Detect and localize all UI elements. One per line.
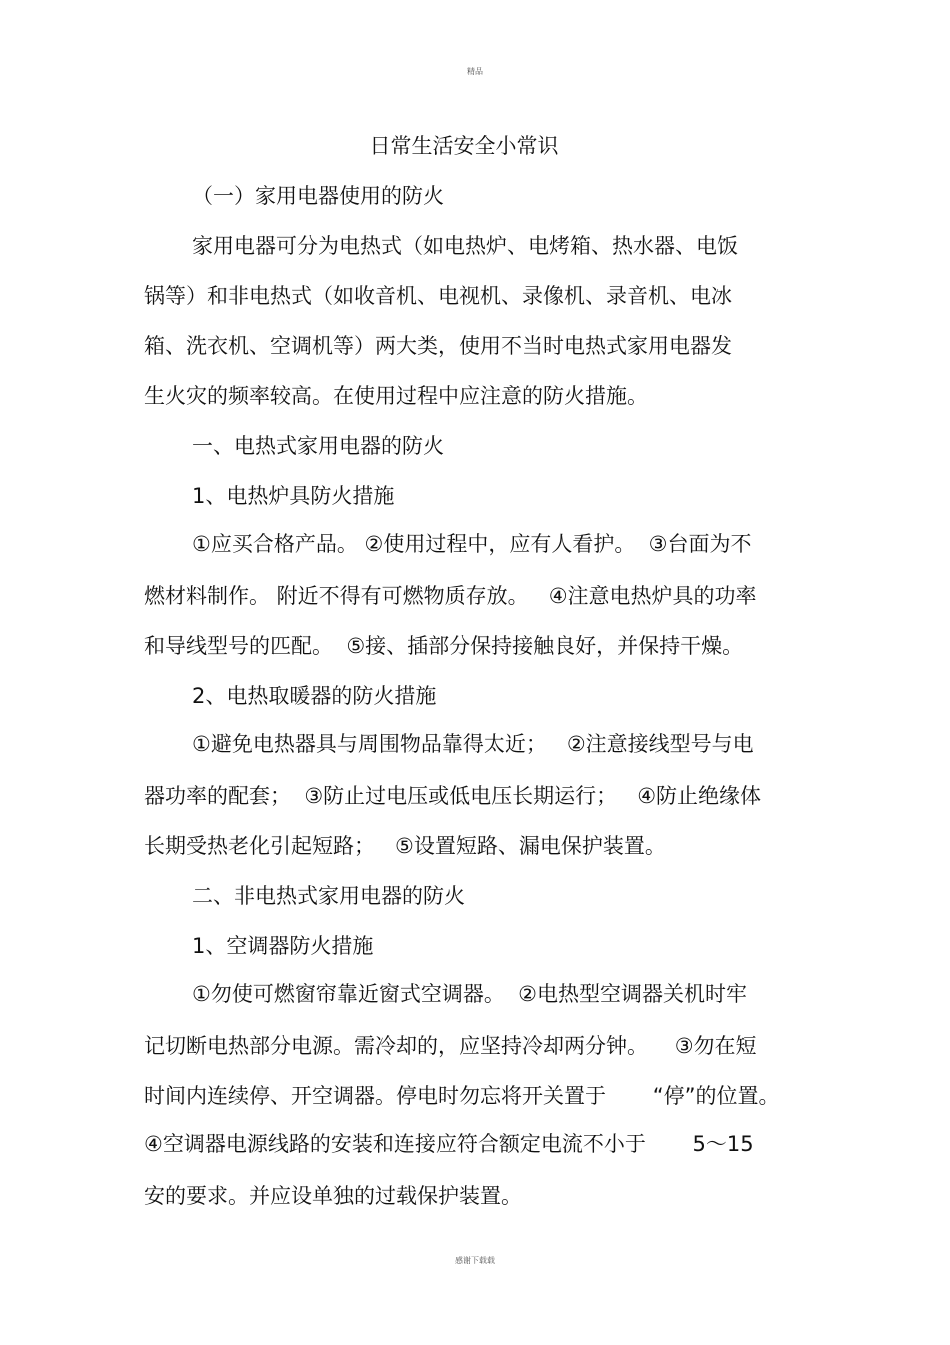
section-heading: （一）家用电器使用的防火 [192,184,444,208]
paragraph-line: 锅等）和非电热式（如收音机、电视机、录像机、录音机、电冰 [144,284,732,308]
page-footer: 感谢下载载 [455,1256,495,1265]
paragraph-line: ④空调器电源线路的安装和连接应符合额定电流不小于 5～15 [144,1132,754,1156]
paragraph-line: ①应买合格产品。 ②使用过程中，应有人看护。 ③台面为不 [192,532,752,556]
page-header: 精品 [467,67,483,76]
document-title: 日常生活安全小常识 [369,134,559,158]
paragraph-line: 时间内连续停、开空调器。停电时勿忘将开关置于 “停”的位置。 [144,1084,780,1108]
paragraph-line: 燃材料制作。 附近不得有可燃物质存放。 ④注意电热炉具的功率 [144,584,757,608]
subsection-heading: 一、电热式家用电器的防火 [192,434,444,458]
paragraph-line: ①勿使可燃窗帘靠近窗式空调器。 ②电热型空调器关机时牢 [192,982,748,1006]
paragraph-line: 生火灾的频率较高。在使用过程中应注意的防火措施。 [144,384,648,408]
item-heading: 1、空调器防火措施 [192,934,374,958]
paragraph-line: ①避免电热器具与周围物品靠得太近； ②注意接线型号与电 [192,732,754,756]
paragraph-line: 家用电器可分为电热式（如电热炉、电烤箱、热水器、电饭 [192,234,738,258]
subsection-heading: 二、非电热式家用电器的防火 [192,884,465,908]
item-heading: 2、电热取暖器的防火措施 [192,684,437,708]
paragraph-line: 记切断电热部分电源。需冷却的，应坚持冷却两分钟。 ③勿在短 [144,1034,757,1058]
paragraph-line: 器功率的配套； ③防止过电压或低电压长期运行； ④防止绝缘体 [144,784,762,808]
item-heading: 1、电热炉具防火措施 [192,484,395,508]
paragraph-line: 箱、洗衣机、空调机等）两大类，使用不当时电热式家用电器发 [144,334,732,358]
paragraph-line: 和导线型号的匹配。 ⑤接、插部分保持接触良好，并保持干燥。 [144,634,744,658]
paragraph-line: 长期受热老化引起短路； ⑤设置短路、漏电保护装置。 [144,834,666,858]
paragraph-line: 安的要求。并应设单独的过载保护装置。 [144,1184,522,1208]
